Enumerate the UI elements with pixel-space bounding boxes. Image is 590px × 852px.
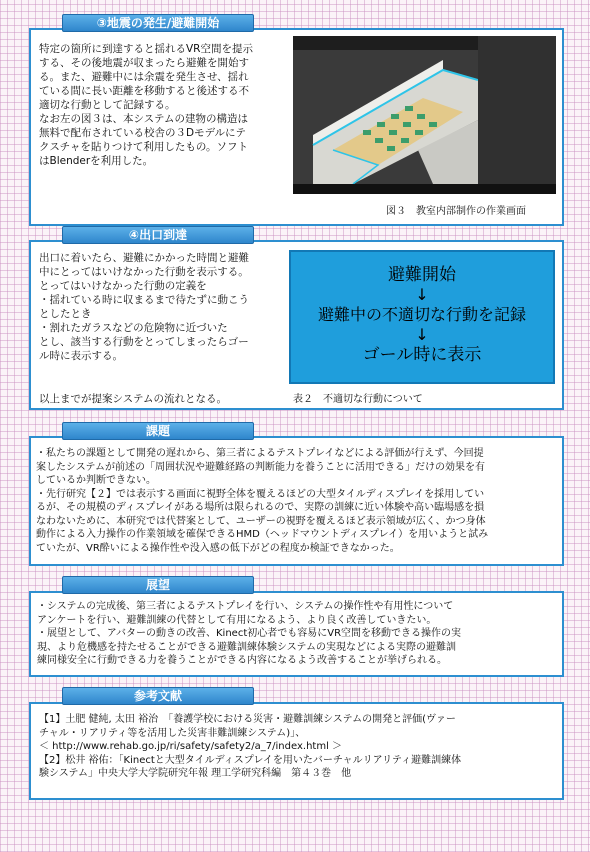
section-issues <box>29 436 564 566</box>
section-references <box>29 702 564 800</box>
text-line: 特定の箇所に到達すると揺れるVR空間を提示 <box>39 43 253 55</box>
section-references-text <box>39 713 559 781</box>
reference-line: チャル・リアリティ等を活用した災害非難訓練システム)」、 <box>39 727 306 739</box>
text-line: クスチャを貼りつけて利用したもの。ソフト <box>39 141 248 153</box>
section-earthquake-text <box>39 42 301 168</box>
text-line: する、その後地震が収まったら避難を開始す <box>39 57 249 69</box>
text-line: 現、より危機感を持たせることができる避難訓練体験システムの実現などによる実際の避難訓 <box>37 641 456 653</box>
section-issues-text <box>36 447 560 555</box>
text-line: 出口に着いたら、避難にかかった時間と避難 <box>39 252 249 264</box>
text-line: 案したシステムが前述の「周囲状況や避難経路の判断能力を養うことに活用できる」だけの効果を有 <box>36 461 485 473</box>
reference-line: 【2】松井 裕佑：「Kinectと大型タイルディスプレイを用いたバーチャルリアリティ避難訓練体 <box>39 754 462 766</box>
text-line: としたとき <box>39 308 92 320</box>
text-line: しているか判断できない。 <box>36 475 156 486</box>
text-line: なお左の図３は、本システムの建物の構造は <box>39 113 248 125</box>
blender-screenshot-figure <box>293 36 556 194</box>
text-line: 中にとってはいけなかった行動を表示する。 <box>39 266 249 278</box>
text-line: るが、その規模のディスプレイがある場所は限られるので、実際の訓練に近い体験や高い臨場感を損 <box>36 502 485 513</box>
section-exit <box>29 240 564 410</box>
section-outlook-header: 展望 <box>62 576 254 594</box>
table-caption: 表２ 不適切な行動について <box>293 394 423 405</box>
closing-text: 以上までが提案システムの流れとなる。 <box>39 393 227 405</box>
blender-properties-panel <box>478 36 556 194</box>
classroom-3d-model <box>293 50 478 184</box>
text-line: ル時に表示する。 <box>39 350 123 362</box>
section-outlook-text <box>37 600 559 668</box>
section-issues-header: 課題 <box>62 422 254 440</box>
text-line: ・割れたガラスなどの危険物に近づいた <box>39 322 228 334</box>
reference-url[interactable]: ＜ http://www.rehab.go.jp/ri/safety/safety2/a_7/index.html ＞ <box>39 741 343 752</box>
text-line: ・展望として、アバターの動きの改善、Kinect初心者でも容易にVR空間を移動できる操作の実 <box>37 628 462 639</box>
text-line: ・システムの完成後、第三者によるテストプレイを行い、システムの操作性や有用性について <box>37 601 454 612</box>
text-line: とし、該当する行動をとってしまったらゴー <box>39 336 249 348</box>
flow-diagram <box>289 250 555 384</box>
text-line: ・先行研究【２】では表示する画面に視野全体を覆えるほどの大型タイルディスプレイを採用してい <box>36 488 485 500</box>
text-line: 適切な行動として記録する。 <box>39 99 176 111</box>
text-line: はBlenderを利用した。 <box>39 155 154 167</box>
flow-arrow-icon: ↓ <box>415 325 429 344</box>
windows-taskbar <box>293 184 556 194</box>
figure-caption: 図３ 教室内部制作の作業画面 <box>386 206 526 217</box>
section-exit-header: ④出口到達 <box>62 226 254 244</box>
text-line: 練同様安全に行動できる力を養うことができる内容になるよう改善することが挙げられる。 <box>37 655 447 666</box>
text-line: なわないために、本研究では代替案として、ユーザーの視野を覆えるほど表示領域が広く、かつ身体 <box>36 515 486 527</box>
text-line: 動作による入力操作の作業領域を確保できるHMD（ヘッドマウントディスプレイ）を用いようと試み <box>36 529 489 540</box>
section-references-header: 参考文献 <box>62 687 254 705</box>
text-line: ・私たちの課題として開発の遅れから、第三者によるテストプレイなどによる評価が行えず、今回提 <box>36 448 484 459</box>
text-line: ていたが、VR酔いによる操作性や没入感の低下がどの程度か検証できなかった。 <box>36 542 400 554</box>
text-line: ている間に長い距離を移動すると後述する不 <box>39 85 249 97</box>
section-earthquake-header: ③地震の発生/避難開始 <box>62 14 254 32</box>
text-line: とってはいけなかった行動の定義を <box>39 280 207 292</box>
section-exit-text <box>39 251 289 363</box>
section-earthquake <box>29 28 564 226</box>
text-line: アンケートを行い、避難訓練の代替として有用になるよう、より良く改善していきたい。 <box>37 614 437 626</box>
section-outlook <box>29 591 564 677</box>
flow-arrow-icon: ↓ <box>415 285 429 304</box>
flow-step-start: 避難開始 <box>388 265 456 285</box>
flow-step-record: 避難中の不適切な行動を記録 <box>317 305 526 324</box>
reference-line: 【1】土肥 健純, 太田 裕治 「養護学校における災害・避難訓練システムの開発と評価(ヴァー <box>39 714 456 725</box>
text-line: ・揺れている時に収まるまで待たずに動こう <box>39 294 249 306</box>
flow-step-goal: ゴール時に表示 <box>362 345 482 365</box>
text-line: る。また、避難中には余震を発生させ、揺れ <box>39 71 249 83</box>
text-line: 無料で配布されている校舎の３Dモデルにテ <box>39 127 247 139</box>
reference-line: 験システム」中央大学大学院研究年報 理工学研究科編 第４３巻 他 <box>39 768 352 779</box>
